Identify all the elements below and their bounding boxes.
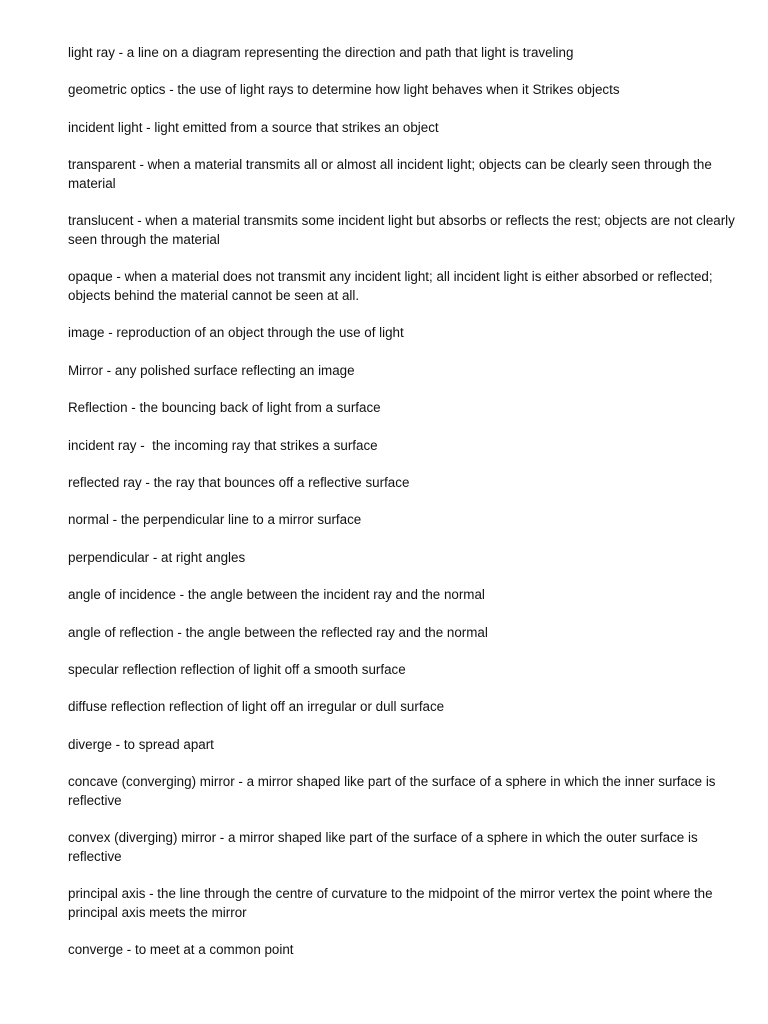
glossary-entry: reflected ray - the ray that bounces off a reflective surface (68, 475, 410, 491)
glossary-entry: geometric optics - the use of light rays to determine how light behaves when it Strikes objects (68, 82, 620, 98)
glossary-entry: translucent - when a material transmits some incident light but absorbs or reflects the rest; objects are not clearly seen through the material (68, 213, 739, 247)
glossary-entry: transparent - when a material transmits all or almost all incident light; objects can be clearly seen through the material (68, 157, 716, 191)
glossary-entry: perpendicular - at right angles (68, 549, 246, 565)
glossary-entry: Mirror - any polished surface reflecting an image (68, 362, 355, 378)
glossary-entry: normal - the perpendicular line to a mirror surface (68, 512, 362, 528)
glossary-entry: principal axis - the line through the centre of curvature to the midpoint of the mirror vertex the point where the principal axis meets the mirror (68, 886, 717, 921)
glossary-entry: image - reproduction of an object through the use of light (68, 325, 404, 341)
glossary-entry: incident ray - the incoming ray that strikes a surface (68, 437, 378, 453)
glossary-entry: concave (converging) mirror - a mirror shaped like part of the surface of a sphere in which the inner surface is reflective (68, 774, 720, 808)
glossary-entry: diffuse reflection reflection of light off an irregular or dull surface (68, 699, 445, 715)
glossary-entry: diverge - to spread apart (68, 736, 214, 752)
glossary-entry: incident light - light emitted from a source that strikes an object (68, 119, 439, 135)
glossary-entry: angle of reflection - the angle between the reflected ray and the normal (68, 624, 488, 640)
glossary-entry: specular reflection reflection of lighit off a smooth surface (68, 661, 406, 677)
glossary-entry: opaque - when a material does not transmit any incident light; all incident light is either absorbed or reflected; objects behind the material cannot be seen at all. (68, 269, 717, 304)
glossary-list (68, 44, 740, 979)
glossary-entry: angle of incidence - the angle between the incident ray and the normal (68, 587, 485, 603)
glossary-entry: light ray - a line on a diagram representing the direction and path that light is traveling (68, 45, 574, 60)
glossary-entry: Reflection - the bouncing back of light from a surface (68, 400, 381, 416)
glossary-entry: convex (diverging) mirror - a mirror shaped like part of the surface of a sphere in which the outer surface is reflective (68, 830, 702, 864)
glossary-entry: converge - to meet at a common point (68, 942, 294, 958)
